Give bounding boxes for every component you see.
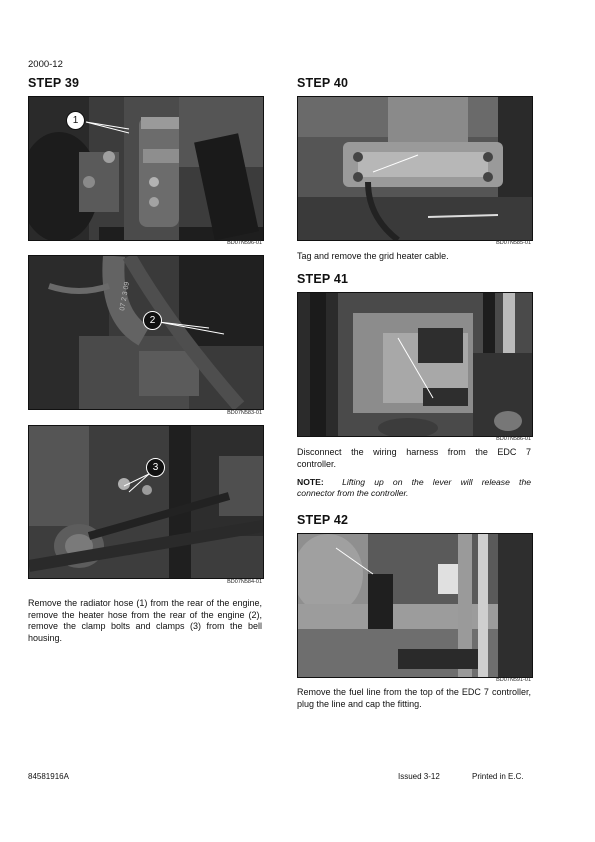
photo-edc7-harness	[297, 292, 533, 437]
photo-code: BD07N583-01	[227, 410, 262, 416]
step-40-text: Tag and remove the grid heater cable.	[297, 251, 449, 261]
step-41-note	[297, 477, 531, 500]
photo-code: BD07N591-01	[496, 677, 531, 683]
step-39-title: STEP 39	[28, 76, 80, 90]
step-42-text: Remove the fuel line from the top of the EDC 7 controller, plug the line and cap the fitting.	[297, 687, 531, 709]
step-41-title: STEP 41	[297, 272, 349, 286]
photo-radiator-hose	[28, 96, 264, 241]
photo-heater-hose	[28, 255, 264, 410]
doc-number: 84581916A	[28, 772, 69, 781]
photo-code: BD07N585-01	[496, 240, 531, 246]
callout-3: 3	[146, 458, 165, 477]
note-line1: Lifting up on the lever will release the	[342, 477, 532, 487]
step-41-text-line1: Disconnect the wiring harness from the EDC 7	[297, 447, 531, 457]
photo-clamp-bolts	[28, 425, 264, 579]
step-41-text-line2: controller.	[297, 458, 337, 469]
callout-2: 2	[143, 311, 162, 330]
photo-fuel-line	[297, 533, 533, 678]
svg-text:07 2 3 09: 07 2 3 09	[119, 281, 132, 312]
note-line2: connector from the controller.	[297, 488, 409, 499]
step-41-text	[297, 447, 531, 470]
step-39-text: Remove the radiator hose (1) from the rear of the engine, remove the heater hose from the rear of the engine (2), remove the clamp bolts and clamps (3) from the bell housing.	[28, 598, 262, 643]
photo-code: BD07N596-01	[227, 240, 262, 246]
printed-label: Printed in E.C.	[472, 772, 524, 781]
callout-1: 1	[66, 111, 85, 130]
step-42-title: STEP 42	[297, 513, 349, 527]
photo-code: BD07N584-01	[227, 579, 262, 585]
photo-code: BD07N586-01	[496, 436, 531, 442]
photo-grid-heater	[297, 96, 533, 241]
step-40-title: STEP 40	[297, 76, 349, 90]
page-date: 2000-12	[28, 59, 63, 70]
issued-label: Issued 3-12	[398, 772, 440, 781]
note-label: NOTE:	[297, 477, 324, 487]
